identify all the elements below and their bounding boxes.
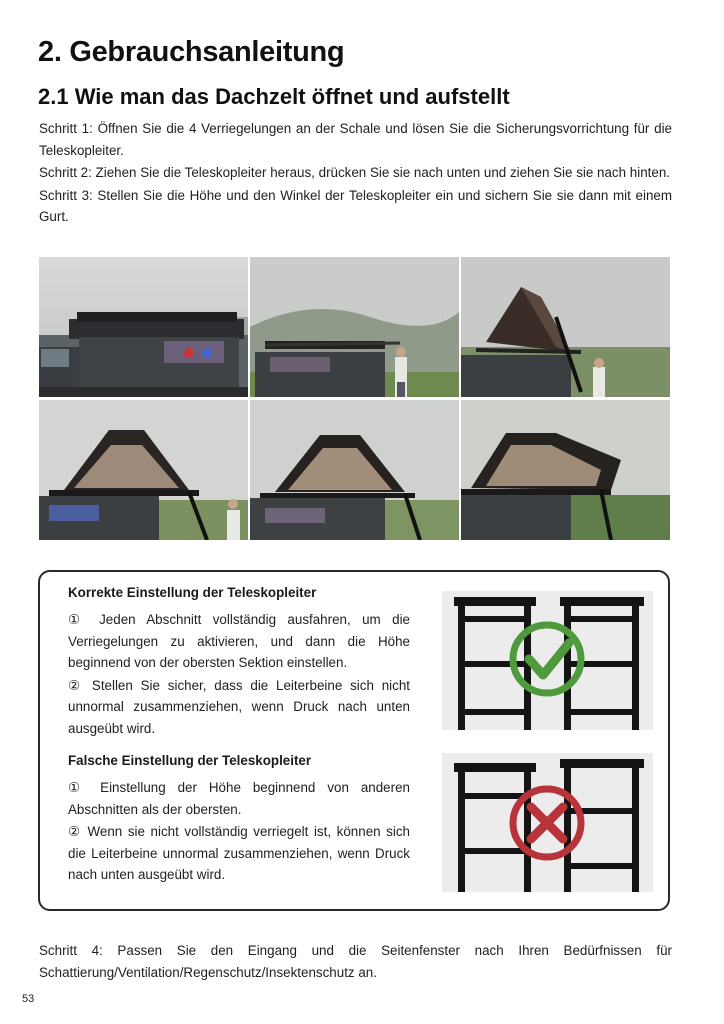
wrong-point-1: ① Einstellung der Höhe beginnend von anderen Abschnitten als der obersten. bbox=[68, 780, 410, 817]
photo-pulling-ladder bbox=[250, 257, 459, 397]
step-4-text: Schritt 4: Passen Sie den Eingang und die Seitenfenster nach Ihren Bedürfnissen für Schattierung/Ventilation/Regenschutz/Insektenschutz an. bbox=[39, 943, 672, 980]
photo-tent-open-ladder bbox=[39, 400, 248, 540]
intro-steps bbox=[39, 118, 672, 229]
step-3-text: Schritt 3: Stellen Sie die Höhe und den Winkel der Teleskopleiter ein und sichern Sie sie dann mit einem Gurt. bbox=[39, 187, 672, 224]
correct-point-2: ② Stellen Sie sicher, dass die Leiterbeine sich nicht unnormal zusammenziehen, wenn Druck nach unten ausgeübt wird. bbox=[68, 677, 410, 736]
page-number: 53 bbox=[22, 993, 35, 1005]
wrong-point-2: ② Wenn sie nicht vollständig verriegelt ist, können sich die Leiterbeine unnormal zusammenziehen, wenn Druck nach unten ausgeübt wird. bbox=[68, 824, 410, 882]
wrong-setting-title: Falsche Einstellung der Teleskopleiter bbox=[68, 753, 312, 768]
photo-tent-rising bbox=[461, 257, 670, 397]
step-1-text: Schritt 1: Öffnen Sie die 4 Verriegelungen an der Schale und lösen Sie die Sicherungsvorrichtung für die Teleskopleiter. bbox=[39, 121, 672, 158]
check-mark-icon bbox=[507, 619, 587, 699]
correct-point-1: ① Jeden Abschnitt vollständig ausfahren, um die Verriegelungen zu aktivieren, und dann die Höhe beginnend von der obersten Sektion einstellen. bbox=[68, 612, 410, 670]
correct-setting-title: Korrekte Einstellung der Teleskopleiter bbox=[68, 585, 317, 600]
wrong-ladder-image bbox=[442, 753, 653, 892]
correct-setting-text bbox=[68, 609, 410, 740]
correct-ladder-image bbox=[442, 591, 653, 730]
photo-tent-awning bbox=[461, 400, 670, 540]
step-2-text: Schritt 2: Ziehen Sie die Teleskopleiter heraus, drücken Sie sie nach unten und ziehen Sie sie nach hinten. bbox=[39, 165, 670, 180]
section-heading: 2.1 Wie man das Dachzelt öffnet und aufstellt bbox=[38, 84, 510, 109]
cross-mark-icon bbox=[507, 783, 587, 863]
ladder-adjustment-box bbox=[38, 570, 670, 911]
tent-photo-grid bbox=[39, 257, 671, 540]
photo-tent-fully-up bbox=[250, 400, 459, 540]
page-heading: 2. Gebrauchsanleitung bbox=[38, 36, 345, 68]
wrong-setting-text bbox=[68, 777, 410, 887]
photo-tent-closed bbox=[39, 257, 248, 397]
